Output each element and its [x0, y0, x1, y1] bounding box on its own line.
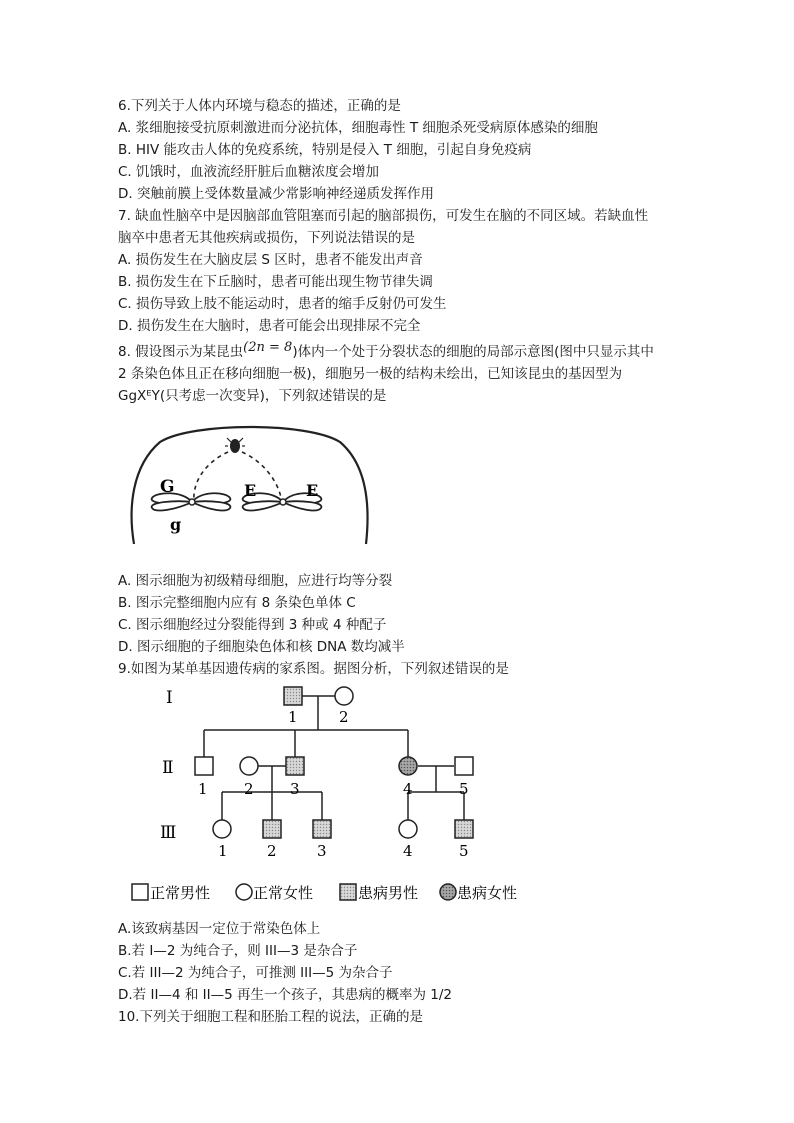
q6-stem: 6.下列关于人体内环境与稳态的描述，正确的是 [118, 98, 401, 114]
pedigree-III4-normal-female [399, 820, 417, 838]
pedigree-II1-normal-male [195, 757, 213, 775]
number-II2: 2 [244, 780, 254, 798]
q9-option-c: C.若 III—2 为纯合子，可推测 III—5 为杂合子 [118, 965, 393, 981]
legend-normal-female-label: 正常女性 [253, 884, 314, 902]
gene-label-e-right: E [306, 481, 319, 500]
q6-option-b: B. HIV 能攻击人体的免疫系统，特别是侵入 T 细胞，引起自身免疫病 [118, 142, 532, 158]
centrosome [225, 438, 245, 453]
pedigree-III1-normal-female [213, 820, 231, 838]
pedigree-II3-affected-male [286, 757, 304, 775]
cell-division-diagram [120, 418, 380, 548]
q6-option-a: A. 浆细胞接受抗原刺激进而分泌抗体，细胞毒性 T 细胞杀死受病原体感染的细胞 [118, 120, 598, 136]
q8-option-b: B. 图示完整细胞内应有 8 条染色单体 C [118, 595, 356, 611]
q7-option-b: B. 损伤发生在下丘脑时，患者可能出现生物节律失调 [118, 274, 433, 290]
number-III2: 2 [267, 842, 277, 860]
legend-affected-male-symbol [340, 884, 356, 900]
pedigree-chart [118, 682, 558, 912]
q9-option-b: B.若 I—2 为纯合子，则 III—3 是杂合子 [118, 943, 358, 959]
q10-stem: 10.下列关于细胞工程和胚胎工程的说法，正确的是 [118, 1009, 423, 1025]
number-II1: 1 [198, 780, 208, 798]
q8-stem-line3: GgXᴱY(只考虑一次变异)，下列叙述错误的是 [118, 388, 387, 404]
generation-label-III: Ⅲ [160, 823, 177, 843]
q7-stem-line1: 7. 缺血性脑卒中是因脑部血管阻塞而引起的脑部损伤，可发生在脑的不同区域。若缺血性 [118, 208, 649, 224]
q6-option-d: D. 突触前膜上受体数量减少常影响神经递质发挥作用 [118, 186, 434, 202]
q9-option-a: A.该致病基因一定位于常染色体上 [118, 921, 321, 937]
number-III1: 1 [218, 842, 228, 860]
pedigree-III5-affected-male [455, 820, 473, 838]
pedigree-legend [132, 884, 517, 902]
q8-formula: (2n = 8 [243, 340, 293, 355]
number-III3: 3 [317, 842, 327, 860]
q9-option-d: D.若 II—4 和 II—5 再生一个孩子，其患病的概率为 1/2 [118, 987, 452, 1003]
pedigree-II5-normal-male [455, 757, 473, 775]
generation-label-II: Ⅱ [162, 758, 174, 778]
number-III4: 4 [403, 842, 413, 860]
pedigree-III2-affected-male [263, 820, 281, 838]
number-I2: 2 [339, 708, 349, 726]
legend-normal-female-symbol [236, 884, 252, 900]
q7-stem-line2: 脑卒中患者无其他疾病或损伤，下列说法错误的是 [118, 230, 415, 246]
legend-affected-female-symbol [440, 884, 456, 900]
number-I1: 1 [288, 708, 298, 726]
legend-affected-female-label: 患病女性 [457, 884, 518, 902]
q8-stem-line1 [118, 342, 654, 363]
pedigree-I2-normal-female [335, 687, 353, 705]
q7-option-c: C. 损伤导致上肢不能运动时，患者的缩手反射仍可发生 [118, 296, 447, 312]
q6-option-c: C. 饥饿时，血液流经肝脏后血糖浓度会增加 [118, 164, 380, 180]
legend-affected-male-label: 患病男性 [358, 884, 419, 902]
q8-stem-line1-post: )体内一个处于分裂状态的细胞的局部示意图(图中只显示其中 [292, 344, 654, 360]
q8-option-a: A. 图示细胞为初级精母细胞，应进行均等分裂 [118, 573, 393, 589]
pedigree-II4-affected-female [399, 757, 417, 775]
number-III5: 5 [459, 842, 469, 860]
pedigree-II2-normal-female [240, 757, 258, 775]
gene-label-g-lower: g [170, 515, 182, 534]
pedigree-III3-affected-male [313, 820, 331, 838]
number-II4: 4 [403, 780, 413, 798]
q9-stem: 9.如图为某单基因遗传病的家系图。据图分析，下列叙述错误的是 [118, 661, 509, 677]
legend-normal-male-label: 正常男性 [150, 884, 211, 902]
q7-option-d: D. 损伤发生在大脑时，患者可能会出现排尿不完全 [118, 318, 421, 334]
gene-label-g-upper: G [160, 477, 175, 497]
q8-option-d: D. 图示细胞的子细胞染色体和核 DNA 数均减半 [118, 639, 405, 655]
gene-label-e-left: E [244, 481, 257, 500]
generation-label-I: I [166, 688, 173, 708]
q8-option-c: C. 图示细胞经过分裂能得到 3 种或 4 种配子 [118, 617, 387, 633]
q8-stem-line2: 2 条染色体且正在移向细胞一极)，细胞另一极的结构未绘出，已知该昆虫的基因型为 [118, 366, 623, 382]
number-II3: 3 [290, 780, 300, 798]
q8-stem-line1-pre: 8. 假设图示为某昆虫 [118, 344, 244, 360]
pedigree-I1-affected-male [284, 687, 302, 705]
number-II5: 5 [459, 780, 469, 798]
q7-option-a: A. 损伤发生在大脑皮层 S 区时，患者不能发出声音 [118, 252, 423, 268]
legend-normal-male-symbol [132, 884, 148, 900]
